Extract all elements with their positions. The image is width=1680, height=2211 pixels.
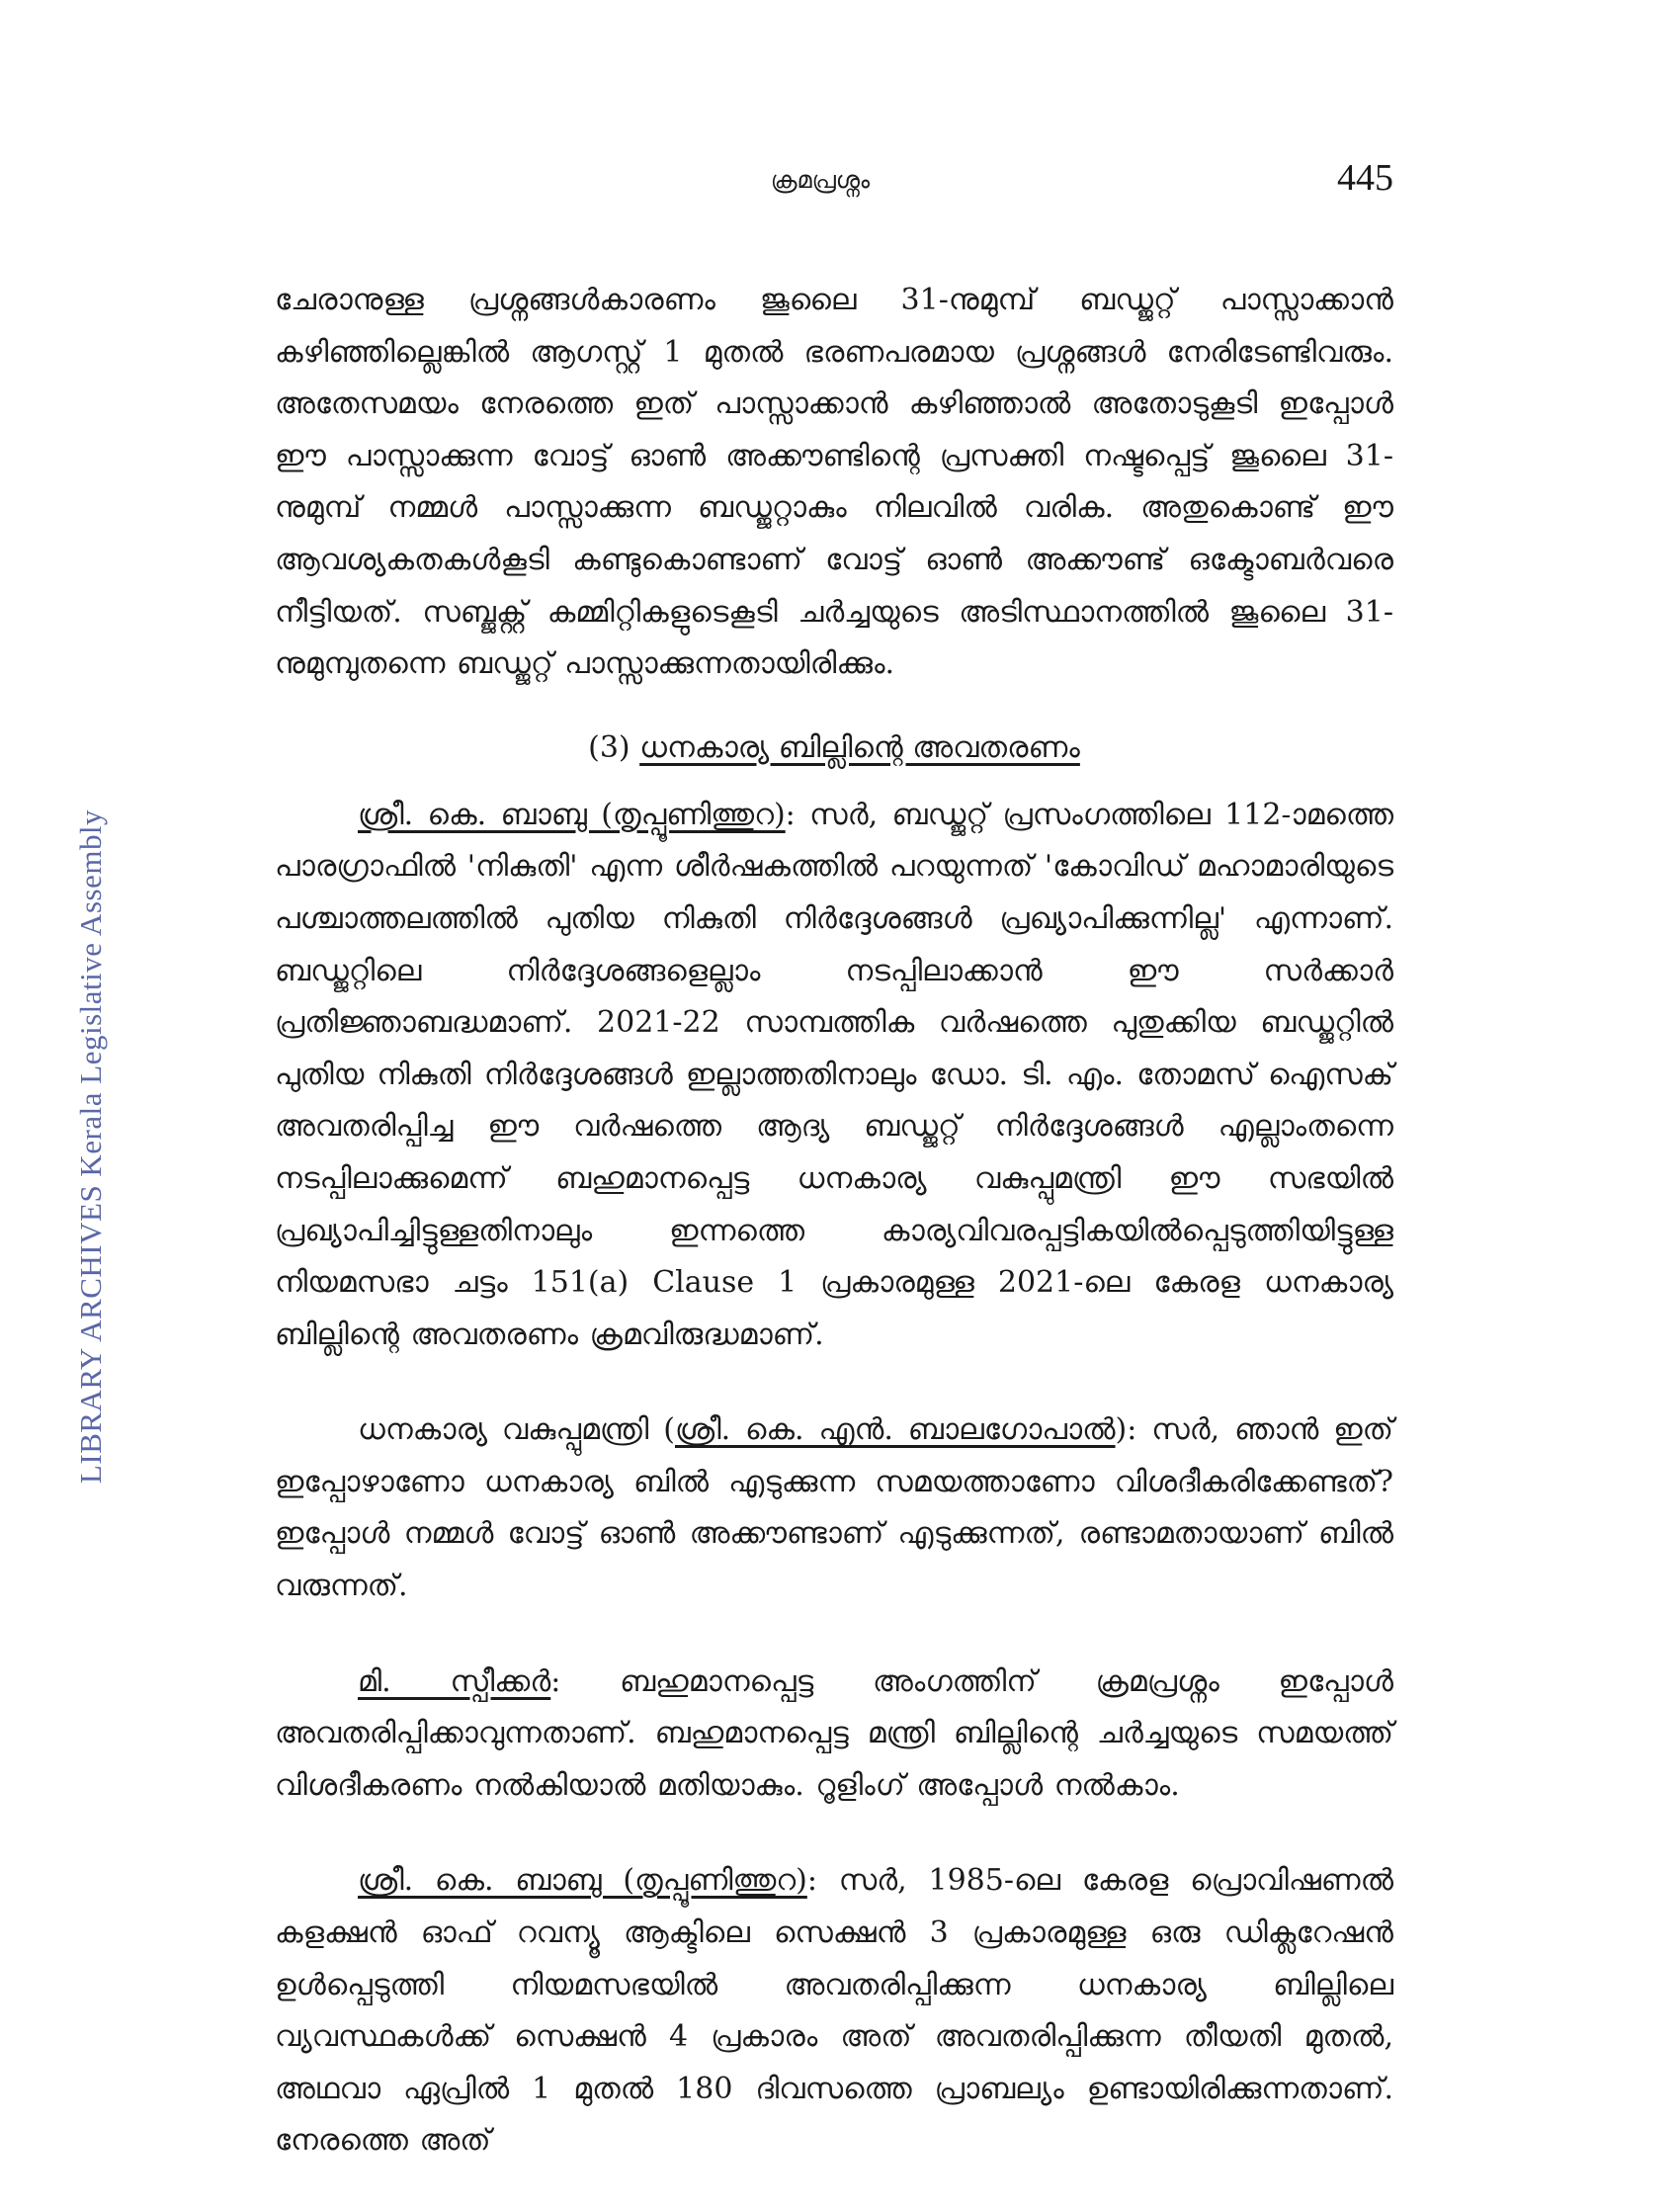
speech-text: : സർ, ബഡ്ജറ്റ് പ്രസംഗത്തിലെ 112-ാമത്തെ പാരഗ്രാഫിൽ 'നികുതി' എന്ന ശീർഷകത്തിൽ പറയുന്നത് 'കോവിഡ് മഹാമാരിയുടെ പശ്ചാത്തലത്തിൽ പുതിയ നികുതി നിർദ്ദേശങ്ങൾ പ്രഖ്യാപിക്കുന്നില്ല' എന്നാണ്. ബഡ്ജറ്റിലെ നിർദ്ദേശങ്ങളെല്ലാം നടപ്പിലാക്കാൻ ഈ സർക്കാർ പ്രതിജ്ഞാബദ്ധമാണ്. 2021-22 സാമ്പത്തിക വർഷത്തെ പുതുക്കിയ ബഡ്ജറ്റിൽ പുതിയ നികുതി നിർദ്ദേശങ്ങൾ ഇല്ലാത്തതിനാലും ഡോ. ടി. എം. തോമസ് ഐസക് അവതരിപ്പിച്ച ഈ വർഷത്തെ ആദ്യ ബഡ്ജറ്റ് നിർദ്ദേശങ്ങൾ എല്ലാംതന്നെ നടപ്പിലാക്കുമെന്ന് ബഹുമാനപ്പെട്ട ധനകാര്യ വകുപ്പുമന്ത്രി ഈ സഭയിൽ പ്രഖ്യാപിച്ചിട്ടുള്ളതിനാലും ഇന്നത്തെ കാര്യവിവരപ്പട്ടികയിൽപ്പെടുത്തിയിട്ടുള്ള നിയമസഭാ ചട്ടം 151(a) Clause 1 പ്രകാരമുള്ള 2021-ലെ കേരള ധനകാര്യ ബില്ലിന്റെ അവതരണം ക്രമവിരുദ്ധമാണ്. <box>275 797 1393 1352</box>
speaker-name: ശ്രീ. കെ. ബാബു (തൃപ്പൂണിത്തുറ) <box>358 797 786 832</box>
speaker-role: ധനകാര്യ വകുപ്പുമന്ത്രി ( <box>358 1412 675 1448</box>
speech-text: : ബഹുമാനപ്പെട്ട അംഗത്തിന് ക്രമപ്രശ്നം ഇപ്പോൾ അവതരിപ്പിക്കാവുന്നതാണ്. ബഹുമാനപ്പെട്ട മന്ത്രി ബില്ലിന്റെ ചർച്ചയുടെ സമയത്ത് വിശദീകരണം നൽകിയാൽ മതിയാകും. റൂളിംഗ് അപ്പോൾ നൽകാം. <box>275 1663 1393 1803</box>
speech-text: ): സർ, ഞാൻ ഇത് ഇപ്പോഴാണോ ധനകാര്യ ബിൽ എടുക്കുന്ന സമയത്താണോ വിശദീകരിക്കേണ്ടത്? ഇപ്പോൾ നമ്മൾ വോട്ട് ഓൺ അക്കൗണ്ടാണ് എടുക്കുന്നത്, രണ്ടാമതായാണ് ബിൽ വരുന്നത്. <box>275 1412 1393 1604</box>
paragraph-continuation: ചേരാനുള്ള പ്രശ്നങ്ങൾകാരണം ജൂലൈ 31-നുമുമ്പ് ബഡ്ജറ്റ് പാസ്സാക്കാൻ കഴിഞ്ഞില്ലെങ്കിൽ ആഗസ്റ്റ് 1 മുതൽ ഭരണപരമായ പ്രശ്നങ്ങൾ നേരിടേണ്ടിവരും. അതേസമയം നേരത്തെ ഇത് പാസ്സാക്കാൻ കഴിഞ്ഞാൽ അതോടുകൂടി ഇപ്പോൾ ഈ പാസ്സാക്കുന്ന വോട്ട് ഓൺ അക്കൗണ്ടിന്റെ പ്രസക്തി നഷ്ടപ്പെട്ട് ജൂലൈ 31-നുമുമ്പ് നമ്മൾ പാസ്സാക്കുന്ന ബഡ്ജറ്റാകും നിലവിൽ വരിക. അതുകൊണ്ട് ഈ ആവശ്യകതകൾകൂടി കണ്ടുകൊണ്ടാണ് വോട്ട് ഓൺ അക്കൗണ്ട് ഒക്ടോബർവരെ നീട്ടിയത്. സബ്ജക്റ്റ് കമ്മിറ്റികളുടെകൂടി ചർച്ചയുടെ അടിസ്ഥാനത്തിൽ ജൂലൈ 31-നുമുമ്പുതന്നെ ബഡ്ജറ്റ് പാസ്സാക്കുന്നതായിരിക്കും. <box>275 283 1393 682</box>
speech-babu-2 <box>275 1855 1393 2168</box>
page-body <box>275 275 1393 2211</box>
speaker-name: മി. സ്പീക്കർ <box>358 1663 551 1699</box>
speech-speaker <box>275 1657 1393 1813</box>
speech-babu-1 <box>275 790 1393 1362</box>
archive-watermark: LIBRARY ARCHIVES Kerala Legislative Assembly <box>73 808 108 1485</box>
section-number: (3) <box>588 729 630 765</box>
section-title: ധനകാര്യ ബില്ലിന്റെ അവതരണം <box>639 729 1080 765</box>
speaker-name: ശ്രീ. കെ. എൻ. ബാലഗോപാൽ <box>674 1412 1116 1448</box>
speech-text: : സർ, 1985-ലെ കേരള പ്രൊവിഷണൽ കളക്ഷൻ ഓഫ് റവന്യൂ ആക്ടിലെ സെക്ഷൻ 3 പ്രകാരമുള്ള ഒരു ഡിക്ലറേഷൻ ഉൾപ്പെടുത്തി നിയമസഭയിൽ അവതരിപ്പിക്കുന്ന ധനകാര്യ ബില്ലിലെ വ്യവസ്ഥകൾക്ക് സെക്ഷൻ 4 പ്രകാരം അത് അവതരിപ്പിക്കുന്ന തീയതി മുതൽ, അഥവാ ഏപ്രിൽ 1 മുതൽ 180 ദിവസത്തെ പ്രാബല്യം ഉണ്ടായിരിക്കുന്നതാണ്. നേരത്തെ അത് <box>275 1863 1393 2159</box>
speech-finance-minister <box>275 1404 1393 1612</box>
section-heading <box>275 723 1393 774</box>
speaker-name: ശ്രീ. കെ. ബാബു (തൃപ്പൂണിത്തുറ) <box>358 1863 807 1899</box>
page-number: 445 <box>1337 157 1393 199</box>
running-title: ക്രമപ്രശ്നം <box>770 166 871 194</box>
